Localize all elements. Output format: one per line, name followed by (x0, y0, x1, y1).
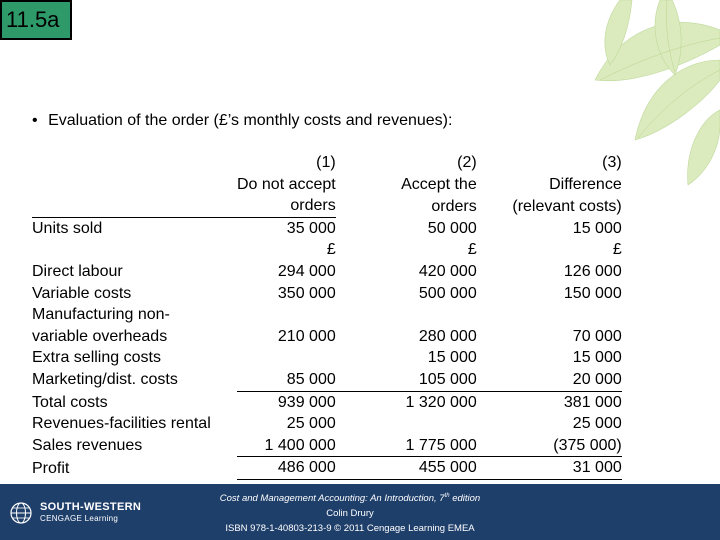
col1-cell: orders (237, 195, 336, 217)
col3-cell: 31 000 (477, 457, 622, 480)
edition-superscript: th (444, 493, 450, 499)
table-row (32, 174, 622, 196)
col3-cell (477, 304, 622, 326)
order-evaluation-heading (32, 112, 452, 130)
slide-number: 11.5a (6, 7, 60, 32)
publisher-logo (10, 502, 141, 524)
col1-cell (237, 347, 336, 369)
col1-cell: 350 000 (277, 284, 336, 302)
row-label: Marketing/dist. costs (32, 371, 178, 389)
col3-cell: (375 000) (477, 435, 622, 457)
bullet-icon: • (32, 112, 38, 129)
row-label: Sales revenues (32, 437, 143, 455)
book-title-edition: edition (449, 493, 481, 505)
book-credits (180, 489, 520, 536)
col1-cell: 85 000 (237, 369, 336, 391)
logo-main-text: SOUTH-WESTERN (40, 501, 142, 513)
col3-cell: 15 000 (572, 349, 622, 367)
col3-cell: Difference (549, 175, 622, 193)
book-title (180, 489, 520, 506)
book-author: Colin Drury (326, 508, 374, 520)
col2-cell (336, 304, 477, 326)
col2-cell: £ (467, 241, 477, 259)
col2-cell: 1 775 000 (336, 435, 477, 457)
col3-cell: 381 000 (563, 393, 622, 411)
table-row (32, 261, 622, 283)
col2-cell: Accept the (401, 175, 477, 193)
table-row (32, 195, 622, 217)
col1-cell: 210 000 (277, 327, 336, 345)
col2-cell: 50 000 (427, 219, 477, 237)
book-title-main: Cost and Management Accounting: An Introduction, 7 (219, 493, 445, 505)
table-row (32, 326, 622, 348)
col3-cell: 20 000 (477, 369, 622, 391)
logo-sub-text: CENGAGE Learning (40, 514, 119, 523)
table-row (32, 239, 622, 261)
col3-cell: (relevant costs) (512, 197, 622, 215)
table-row (32, 435, 622, 457)
col1-cell: Do not accept (237, 175, 336, 193)
row-label: Manufacturing non- (32, 306, 170, 324)
book-isbn: ISBN 978-1-40803-213-9 © 2011 Cengage Learning EMEA (225, 523, 475, 535)
col1-cell: (1) (316, 154, 336, 171)
col1-cell: 486 000 (237, 457, 336, 480)
col2-cell: orders (431, 197, 477, 215)
table-row (32, 369, 622, 391)
table-row (32, 152, 622, 174)
slide-number-badge (0, 0, 72, 40)
col1-cell: 1 400 000 (237, 435, 336, 457)
row-label: Extra selling costs (32, 349, 161, 367)
col1-cell: £ (326, 241, 336, 259)
col1-cell: 25 000 (286, 415, 336, 433)
col3-cell: (3) (602, 154, 622, 171)
col2-cell: 15 000 (427, 349, 477, 367)
row-label: variable overheads (32, 327, 168, 345)
col3-cell: 150 000 (563, 284, 622, 302)
col2-cell: 455 000 (336, 457, 477, 480)
col2-cell: 420 000 (418, 262, 477, 280)
col3-cell: 15 000 (572, 219, 622, 237)
row-label (32, 195, 237, 217)
table-row (32, 304, 622, 326)
table-row (32, 347, 622, 369)
row-label (32, 174, 237, 196)
row-label: Profit (32, 459, 70, 477)
row-label: Units sold (32, 219, 103, 237)
col2-cell (336, 413, 477, 435)
col3-cell: 126 000 (563, 262, 622, 280)
order-evaluation-table (32, 152, 622, 480)
globe-icon (10, 502, 32, 524)
row-label (32, 152, 237, 174)
table-row (32, 283, 622, 305)
col1-cell: 35 000 (286, 219, 336, 237)
col1-cell: 294 000 (277, 262, 336, 280)
table-row (32, 413, 622, 435)
col2-cell: 500 000 (418, 284, 477, 302)
col3-cell: 25 000 (572, 415, 622, 433)
col2-cell: 1 320 000 (405, 393, 477, 411)
table-row (32, 391, 622, 413)
table-row (32, 457, 622, 480)
row-label: Revenues-facilities rental (32, 415, 211, 433)
row-label (32, 239, 237, 261)
col1-cell (237, 304, 336, 326)
row-label: Direct labour (32, 262, 123, 280)
col1-cell: 939 000 (277, 393, 336, 411)
col3-cell: 70 000 (572, 327, 622, 345)
col3-cell: £ (612, 241, 622, 259)
row-label: Variable costs (32, 284, 132, 302)
col2-cell: 105 000 (336, 369, 477, 391)
row-label: Total costs (32, 393, 108, 411)
heading-text: Evaluation of the order (£’s monthly costs and revenues): (48, 112, 453, 129)
col2-cell: (2) (457, 154, 477, 171)
table-row (32, 217, 622, 239)
col2-cell: 280 000 (418, 327, 477, 345)
